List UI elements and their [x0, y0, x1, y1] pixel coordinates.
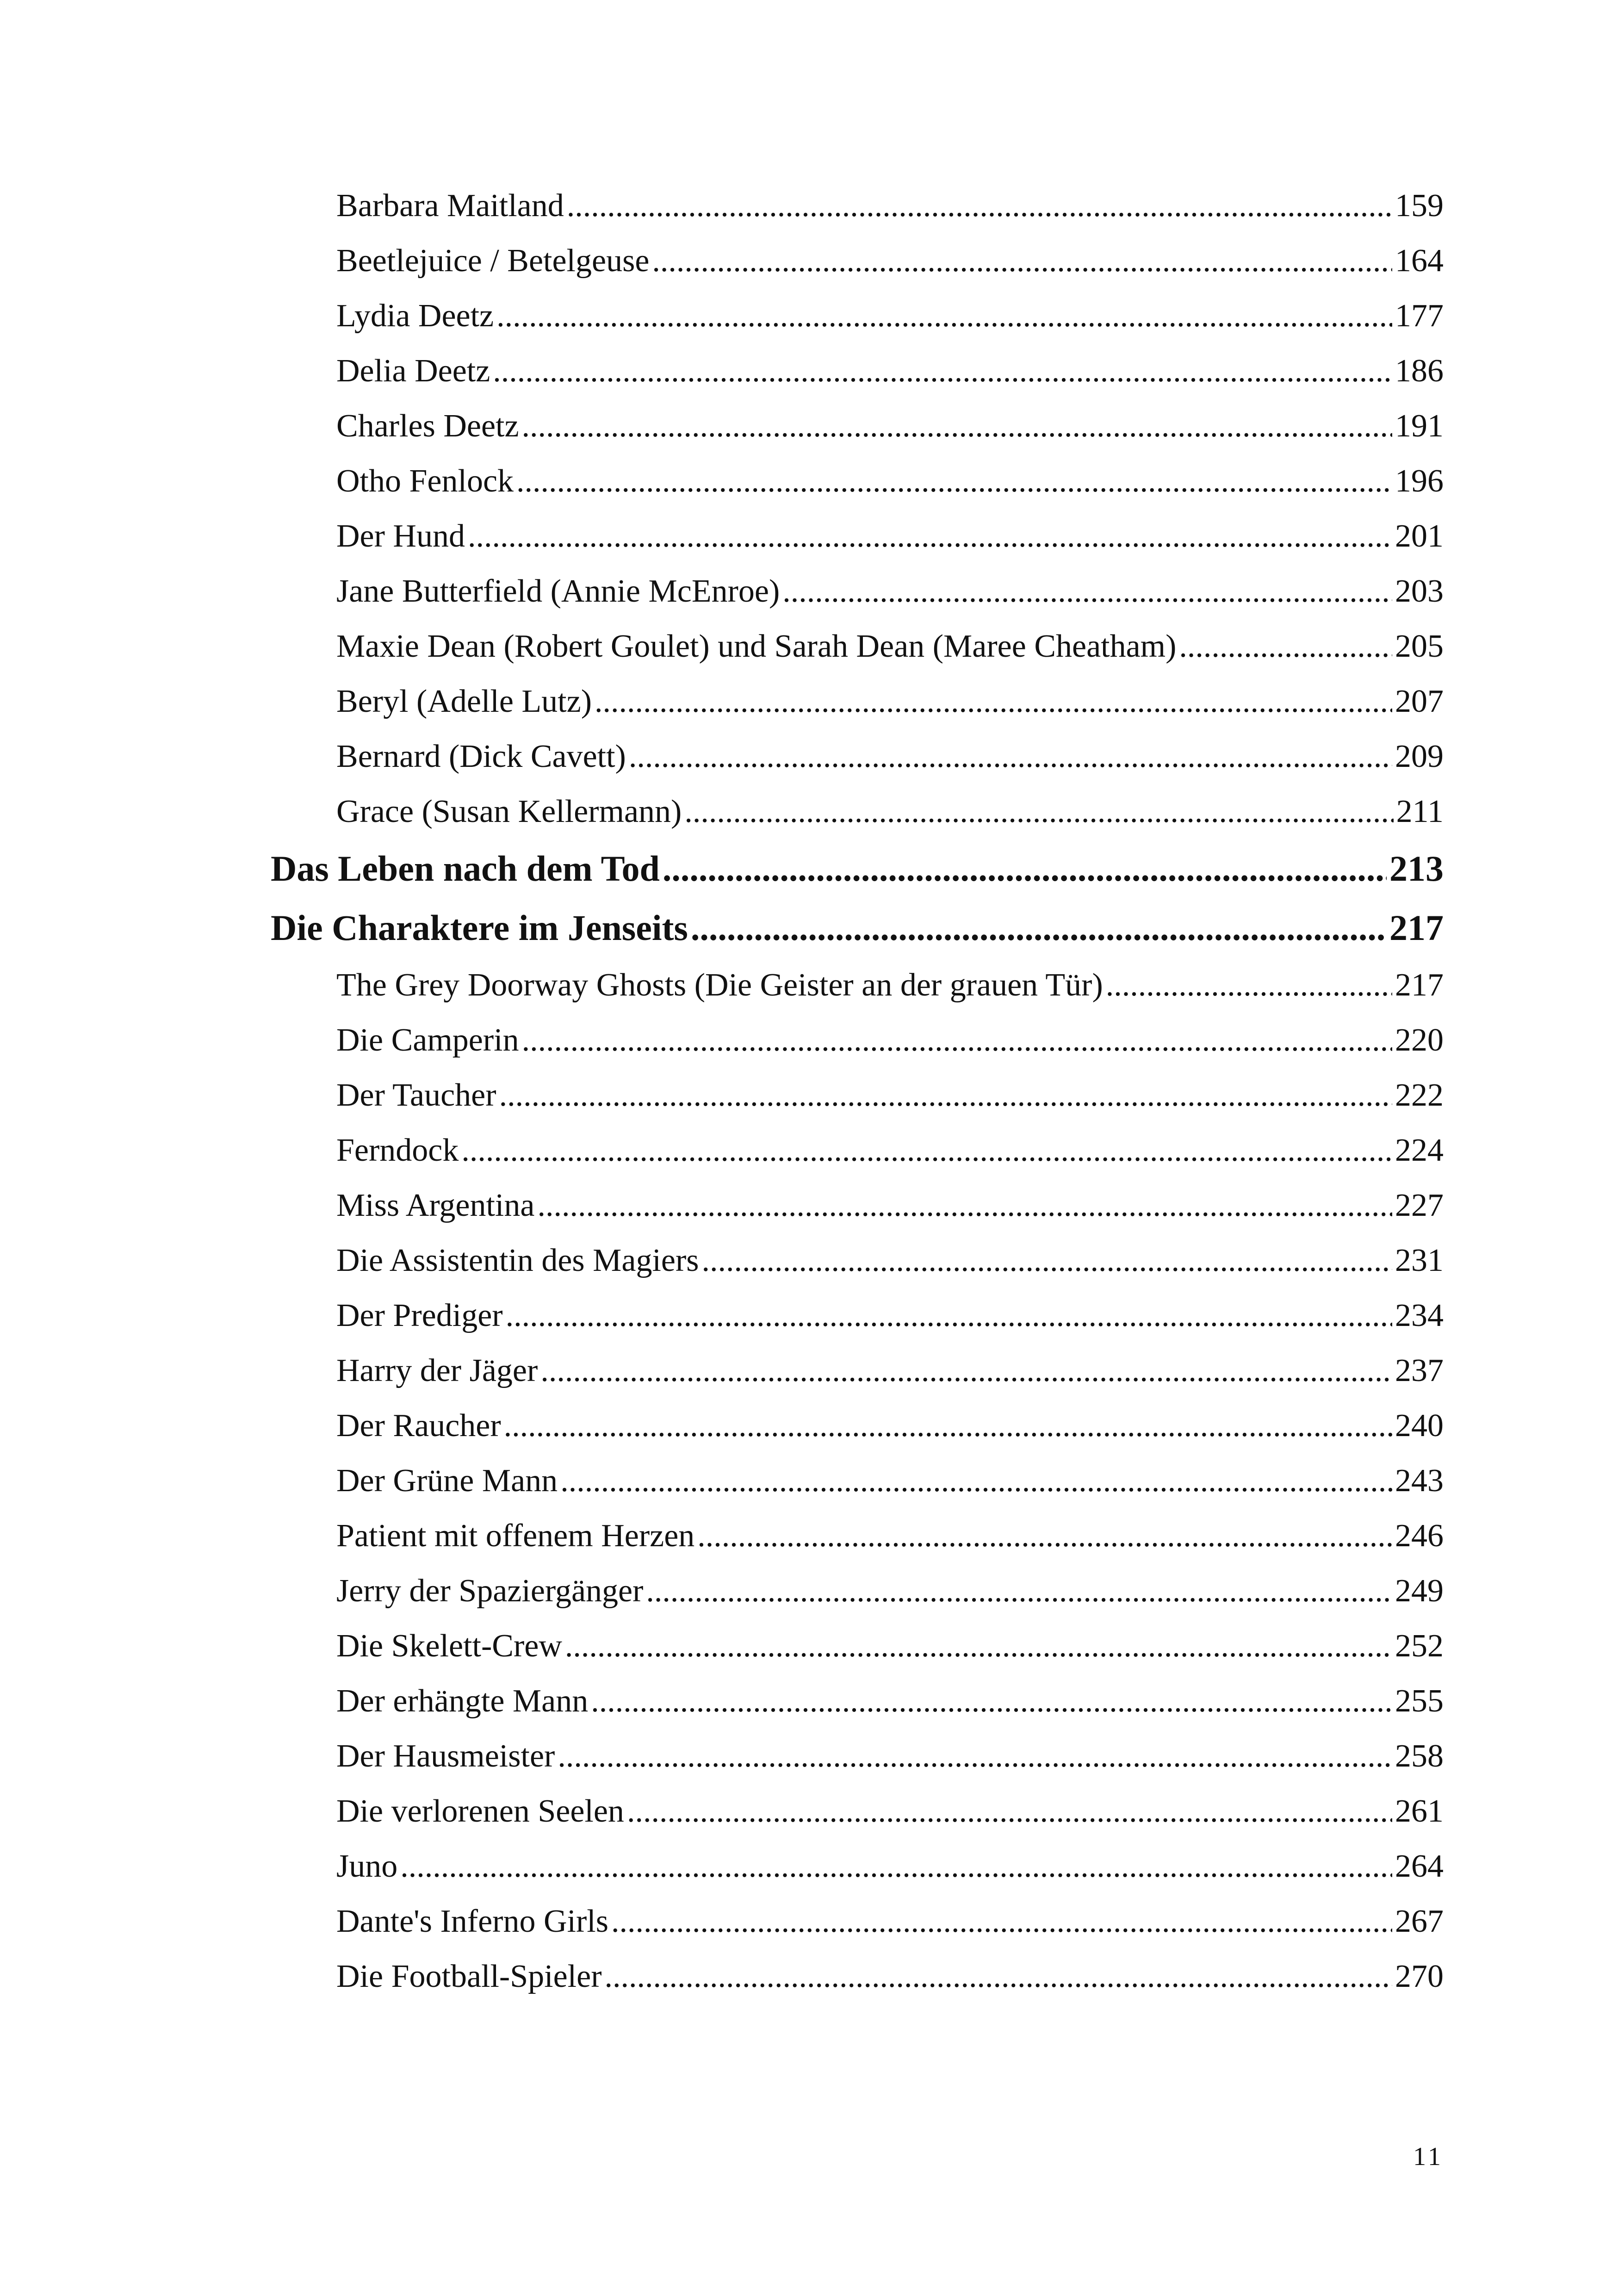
- toc-entry-title: Der erhängte Mann: [336, 1683, 589, 1719]
- dot-leader: [1179, 619, 1392, 674]
- toc-entry-title: Otho Fenlock: [336, 463, 514, 499]
- toc-entry-title: Jane Butterfield (Annie McEnroe): [336, 573, 780, 609]
- toc-entry-title: Der Grüne Mann: [336, 1463, 558, 1499]
- toc-entry-page: 205: [1395, 628, 1444, 664]
- dot-leader: [629, 729, 1392, 784]
- toc-entry[interactable]: [336, 454, 1444, 509]
- toc-entry-title: Delia Deetz: [336, 353, 490, 389]
- toc-entry[interactable]: [336, 619, 1444, 674]
- toc-entry-title: Juno: [336, 1848, 398, 1884]
- toc-entry-page: 249: [1395, 1573, 1444, 1609]
- toc-entry-title: Die Assistentin des Magiers: [336, 1243, 699, 1278]
- dot-leader: [605, 1949, 1392, 2004]
- toc-entry[interactable]: [336, 178, 1444, 233]
- toc-entry-page: 264: [1395, 1848, 1444, 1884]
- toc-entry[interactable]: [336, 1398, 1444, 1453]
- toc-entry-page: 159: [1395, 188, 1444, 224]
- toc-entry-title: Die Football-Spieler: [336, 1959, 602, 1994]
- toc-entry[interactable]: [336, 233, 1444, 288]
- toc-entry-title: Der Hausmeister: [336, 1738, 555, 1774]
- toc-entry[interactable]: [336, 1949, 1444, 2004]
- toc-entry[interactable]: [336, 1618, 1444, 1674]
- dot-leader: [627, 1784, 1392, 1839]
- toc-entry-page: 237: [1395, 1353, 1444, 1388]
- toc-entry-title: The Grey Doorway Ghosts (Die Geister an der grauen Tür): [336, 967, 1103, 1003]
- dot-leader: [782, 564, 1392, 619]
- toc-entry-title: Die Camperin: [336, 1022, 519, 1058]
- toc-entry[interactable]: [336, 674, 1444, 729]
- toc-entry[interactable]: [336, 509, 1444, 564]
- toc-entry[interactable]: [336, 1178, 1444, 1233]
- toc-entry-page: 240: [1395, 1408, 1444, 1444]
- table-of-contents: [271, 178, 1444, 2004]
- toc-entry-page: 267: [1395, 1904, 1444, 1939]
- dot-leader: [652, 233, 1392, 288]
- toc-entry[interactable]: [336, 1343, 1444, 1398]
- toc-entry-page: 203: [1395, 573, 1444, 609]
- toc-entry-page: 191: [1395, 408, 1444, 444]
- toc-entry-title: Barbara Maitland: [336, 188, 564, 224]
- dot-leader: [499, 1068, 1392, 1123]
- toc-entry[interactable]: [336, 1784, 1444, 1839]
- toc-entry-page: 209: [1395, 739, 1444, 774]
- toc-entry[interactable]: [336, 564, 1444, 619]
- toc-entry-title: Lydia Deetz: [336, 298, 494, 334]
- toc-entry-title: Dante's Inferno Girls: [336, 1904, 608, 1939]
- toc-entry[interactable]: [336, 784, 1444, 839]
- toc-entry-title: Grace (Susan Kellermann): [336, 794, 682, 829]
- toc-entry-title: Ferndock: [336, 1132, 459, 1168]
- toc-entry-page: 211: [1396, 794, 1444, 829]
- toc-entry-title: Die verlorenen Seelen: [336, 1793, 624, 1829]
- toc-entry-page: 246: [1395, 1518, 1444, 1554]
- toc-entry-title: Das Leben nach dem Tod: [271, 848, 660, 889]
- dot-leader: [468, 509, 1392, 564]
- page-number: 11: [1413, 2142, 1444, 2171]
- dot-leader: [496, 288, 1392, 343]
- dot-leader: [702, 1233, 1392, 1288]
- toc-entry-page: 243: [1395, 1463, 1444, 1499]
- toc-entry[interactable]: [336, 398, 1444, 454]
- toc-entry-title: Miss Argentina: [336, 1188, 535, 1223]
- toc-entry-title: Der Raucher: [336, 1408, 501, 1444]
- dot-leader: [461, 1123, 1392, 1178]
- toc-entry-page: 270: [1395, 1959, 1444, 1994]
- toc-entry-page: 186: [1395, 353, 1444, 389]
- dot-leader: [522, 1013, 1392, 1068]
- toc-entry[interactable]: [336, 1288, 1444, 1343]
- toc-entry-page: 213: [1389, 848, 1444, 889]
- dot-leader: [504, 1398, 1392, 1453]
- dot-leader: [591, 1674, 1392, 1729]
- toc-entry-title: Beryl (Adelle Lutz): [336, 684, 592, 719]
- dot-leader: [560, 1453, 1392, 1508]
- toc-entry-page: 196: [1395, 463, 1444, 499]
- toc-entry[interactable]: [336, 1563, 1444, 1618]
- toc-entry[interactable]: [336, 1674, 1444, 1729]
- toc-entry[interactable]: [336, 729, 1444, 784]
- dot-leader: [567, 178, 1392, 233]
- toc-entry[interactable]: [336, 958, 1444, 1013]
- toc-entry-page: 234: [1395, 1298, 1444, 1333]
- dot-leader: [506, 1288, 1392, 1343]
- dot-leader: [595, 674, 1392, 729]
- toc-entry-page: 227: [1395, 1188, 1444, 1223]
- toc-entry[interactable]: [336, 1123, 1444, 1178]
- toc-entry-page: 224: [1395, 1132, 1444, 1168]
- toc-entry-page: 255: [1395, 1683, 1444, 1719]
- toc-entry-page: 164: [1395, 243, 1444, 279]
- dot-leader: [522, 398, 1392, 454]
- toc-entry-title: Bernard (Dick Cavett): [336, 739, 626, 774]
- toc-entry[interactable]: [336, 1453, 1444, 1508]
- toc-entry-page: 252: [1395, 1628, 1444, 1664]
- toc-entry-page: 217: [1389, 908, 1444, 948]
- dot-leader: [697, 1508, 1392, 1563]
- dot-leader: [684, 784, 1393, 839]
- dot-leader: [516, 454, 1392, 509]
- dot-leader: [611, 1894, 1392, 1949]
- toc-entry-page: 207: [1395, 684, 1444, 719]
- toc-entry-title: Der Hund: [336, 518, 465, 554]
- toc-entry-page: 201: [1395, 518, 1444, 554]
- toc-entry-page: 261: [1395, 1793, 1444, 1829]
- toc-chapter-entry[interactable]: [271, 839, 1444, 898]
- toc-entry[interactable]: [336, 1013, 1444, 1068]
- dot-leader: [558, 1729, 1392, 1784]
- dot-leader: [646, 1563, 1392, 1618]
- toc-entry-page: 222: [1395, 1077, 1444, 1113]
- toc-entry-page: 217: [1395, 967, 1444, 1003]
- toc-entry-page: 177: [1395, 298, 1444, 334]
- toc-entry[interactable]: [336, 1894, 1444, 1949]
- toc-entry-title: Der Prediger: [336, 1298, 503, 1333]
- toc-entry-page: 231: [1395, 1243, 1444, 1278]
- toc-entry-title: Charles Deetz: [336, 408, 519, 444]
- toc-entry-title: Maxie Dean (Robert Goulet) und Sarah Dean (Maree Cheatham): [336, 628, 1177, 664]
- toc-entry-title: Patient mit offenem Herzen: [336, 1518, 695, 1554]
- toc-chapter-entry[interactable]: [271, 898, 1444, 958]
- toc-entry-title: Beetlejuice / Betelgeuse: [336, 243, 650, 279]
- toc-entry-title: Harry der Jäger: [336, 1353, 538, 1388]
- toc-entry-page: 220: [1395, 1022, 1444, 1058]
- dot-leader: [663, 839, 1387, 898]
- dot-leader: [537, 1178, 1392, 1233]
- dot-leader: [1106, 958, 1392, 1013]
- dot-leader: [493, 343, 1392, 398]
- toc-entry[interactable]: [336, 1233, 1444, 1288]
- toc-entry-title: Die Charaktere im Jenseits: [271, 908, 688, 948]
- toc-entry[interactable]: [336, 1839, 1444, 1894]
- toc-entry-page: 258: [1395, 1738, 1444, 1774]
- dot-leader: [540, 1343, 1392, 1398]
- toc-entry[interactable]: [336, 1508, 1444, 1563]
- dot-leader: [400, 1839, 1392, 1894]
- toc-entry[interactable]: [336, 1729, 1444, 1784]
- toc-entry[interactable]: [336, 288, 1444, 343]
- toc-entry-title: Der Taucher: [336, 1077, 496, 1113]
- toc-entry-title: Jerry der Spaziergänger: [336, 1573, 644, 1609]
- dot-leader: [691, 898, 1387, 958]
- dot-leader: [565, 1618, 1392, 1674]
- toc-entry-title: Die Skelett-Crew: [336, 1628, 562, 1664]
- toc-entry[interactable]: [336, 1068, 1444, 1123]
- toc-entry[interactable]: [336, 343, 1444, 398]
